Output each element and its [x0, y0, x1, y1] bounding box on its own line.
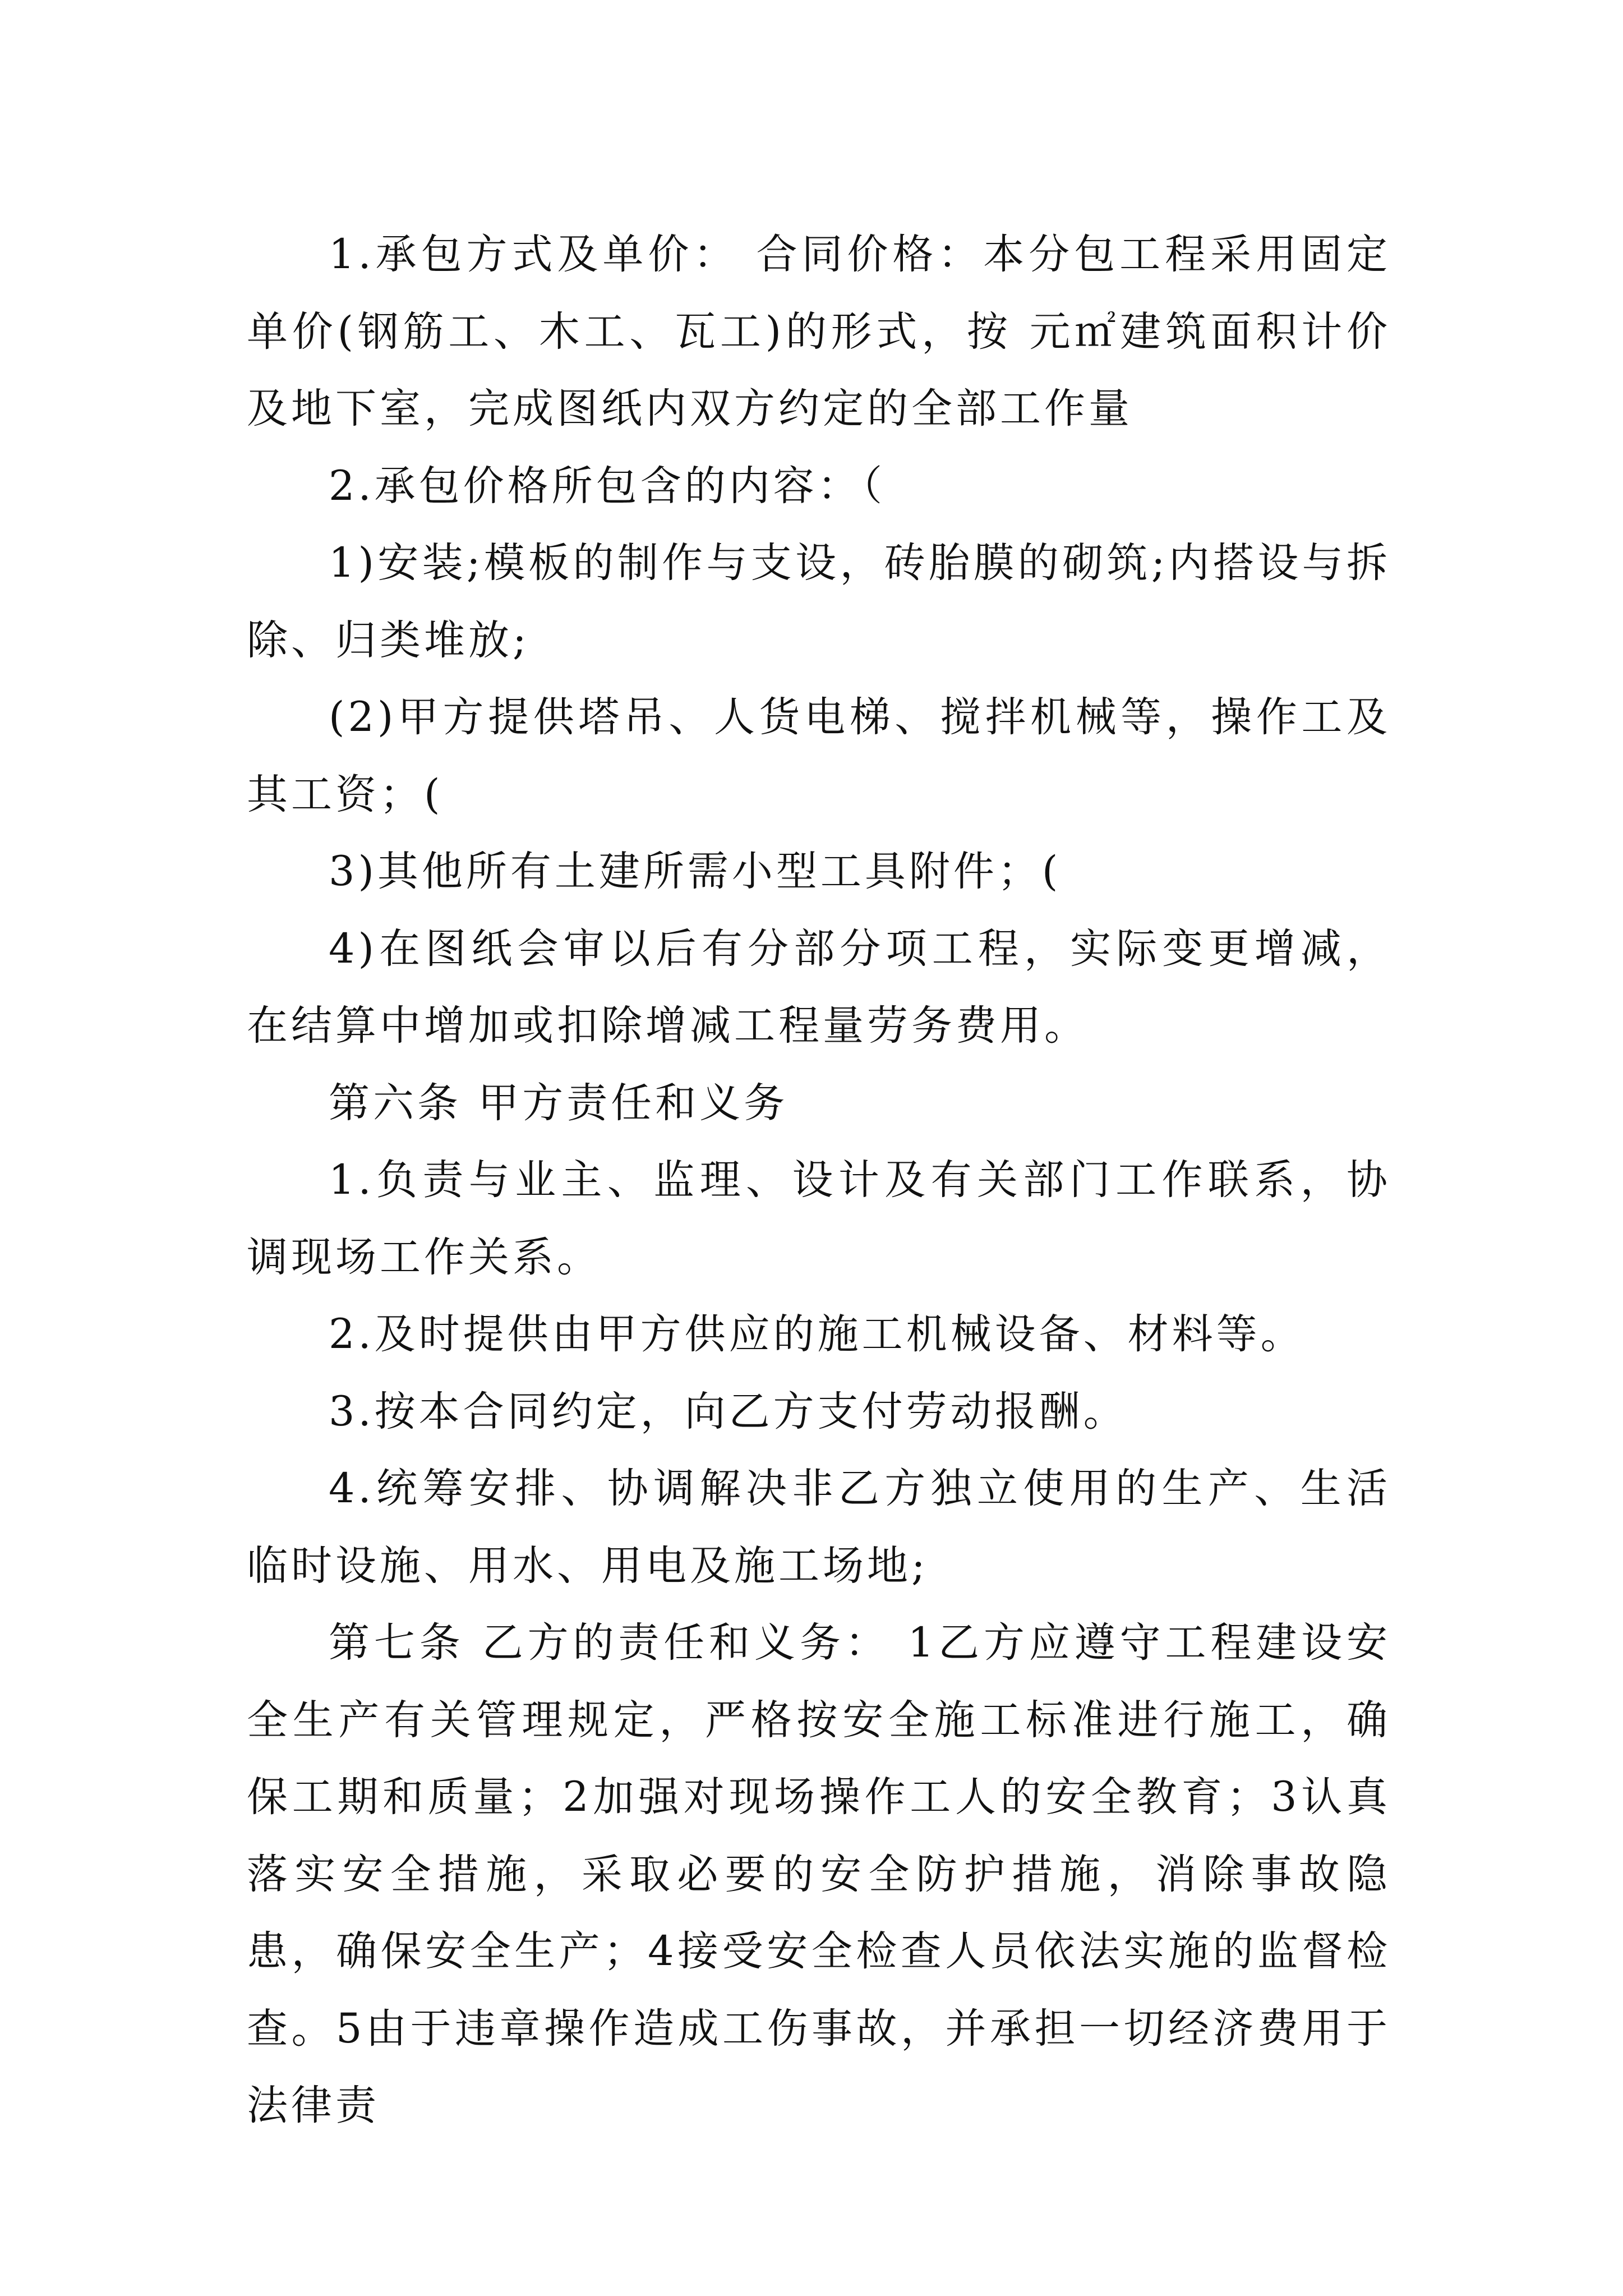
- clause-item-3: 3)其他所有土建所需小型工具附件；(: [329, 848, 1062, 895]
- clause-price-contents: 2.承包价格所包含的内容：（: [329, 462, 886, 510]
- document-body: [247, 216, 1391, 2145]
- clause-item-2: (2)甲方提供塔吊、人货电梯、搅拌机械等，操作工及其工资；(: [247, 693, 1391, 818]
- clause-item-4: 4)在图纸会审以后有分部分项工程，实际变更增减，在结算中增加或扣除增减工程量劳务费用。: [247, 924, 1391, 1050]
- party-a-duty-2: 2.及时提供由甲方供应的施工机械设备、材料等。: [329, 1310, 1305, 1358]
- party-a-duty-1: 1.负责与业主、监理、设计及有关部门工作联系，协调现场工作关系。: [247, 1156, 1391, 1281]
- article-six-heading: 第六条 甲方责任和义务: [329, 1079, 789, 1127]
- party-a-duty-3: 3.按本合同约定，向乙方支付劳动报酬。: [329, 1387, 1128, 1435]
- clause-item-1: 1)安装;模板的制作与支设，砖胎膜的砌筑;内搭设与拆除、归类堆放;: [247, 539, 1391, 664]
- article-seven-paragraph: 第七条 乙方的责任和义务： 1乙方应遵守工程建设安全生产有关管理规定，严格按安全施工标准进行施工，确保工期和质量；2加强对现场操作工人的安全教育；3认真落实安全措施，采取必要的安全防护措施，消除事故隐患，确保安全生产；4接受安全检查人员依法实施的监督检查。5由于违章操作造成工伤事故，并承担一切经济费用于法律责: [247, 1619, 1391, 2129]
- party-a-duty-4: 4.统筹安排、协调解决非乙方独立使用的生产、生活临时设施、用水、用电及施工场地;: [247, 1465, 1391, 1590]
- clause-contract-method: 1.承包方式及单价： 合同价格：本分包工程采用固定单价(钢筋工、木工、瓦工)的形式，按 元㎡建筑面积计价及地下室，完成图纸内双方约定的全部工作量: [247, 231, 1391, 432]
